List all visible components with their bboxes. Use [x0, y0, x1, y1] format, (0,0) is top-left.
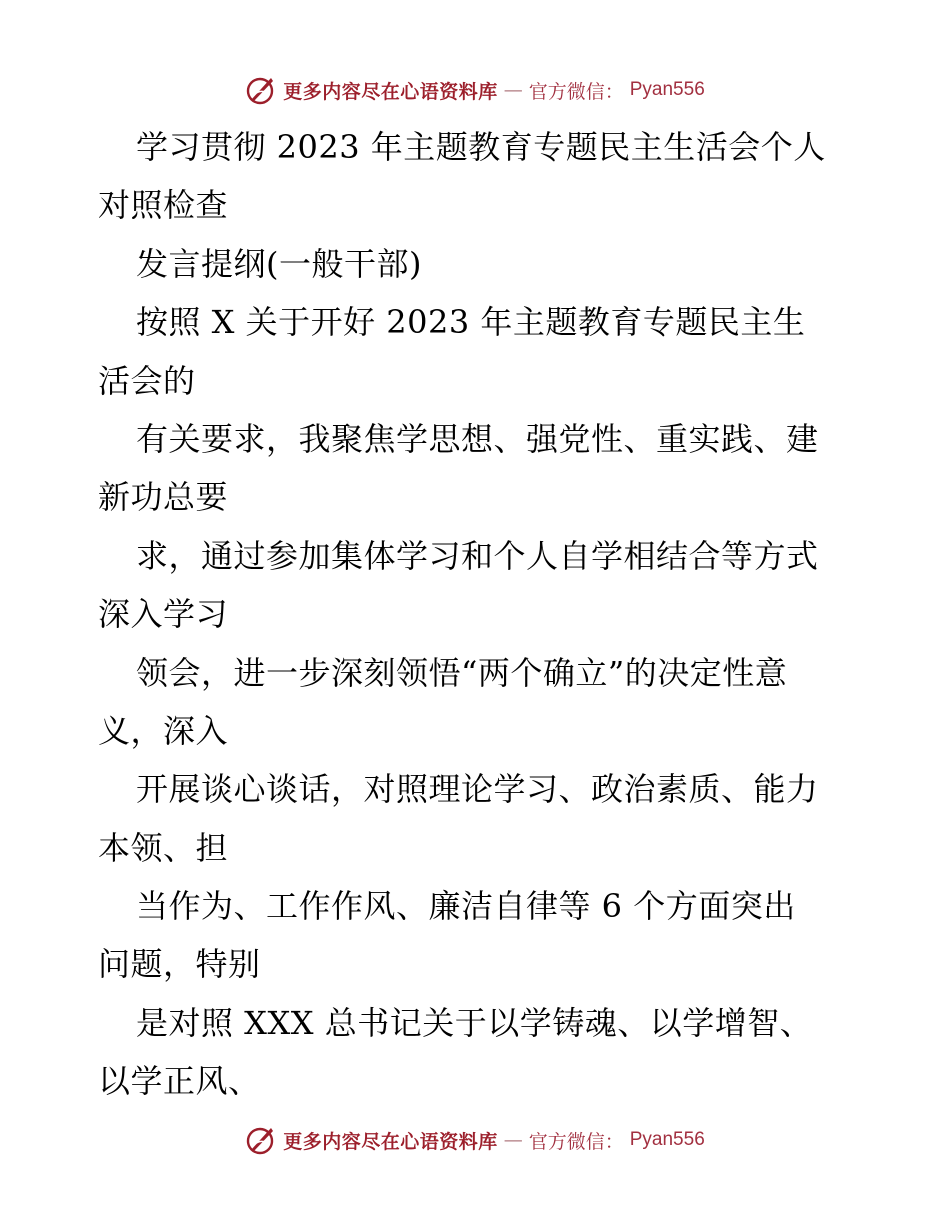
banner-separator: —: [503, 1129, 523, 1151]
doc-line-7: 新功总要: [98, 478, 229, 517]
doc-line-15: 问题，特别: [98, 945, 261, 984]
header-banner: [0, 70, 950, 110]
doc-line-1: 学习贯彻 2023 年主题教育专题民主生活会个人: [136, 128, 826, 166]
doc-line-3: 发言提纲(一般干部): [136, 244, 422, 283]
wechat-label: 官方微信：: [528, 80, 624, 103]
doc-line-6: 有关要求，我聚焦学思想、强党性、重实践、建: [136, 419, 819, 458]
doc-line-12: 开展谈心谈话，对照理论学习、政治素质、能力: [136, 770, 819, 809]
wechat-label: 官方微信：: [528, 1130, 624, 1153]
brand-name: 更多内容尽在心语资料库: [283, 80, 498, 103]
quill-pen-logo-icon: [245, 74, 277, 106]
doc-line-9: 深入学习: [98, 595, 229, 634]
banner-separator: —: [503, 79, 523, 101]
doc-line-4: 按照 X 关于开好 2023 年主题教育专题民主生: [136, 303, 806, 342]
doc-line-10: 领会，进一步深刻领悟“两个确立”的决定性意: [136, 653, 788, 692]
doc-line-14: 当作为、工作作风、廉洁自律等 6 个方面突出: [136, 887, 796, 926]
wechat-id: Pyan556: [629, 79, 705, 100]
doc-line-13: 本领、担: [98, 828, 229, 867]
wechat-id: Pyan556: [629, 1129, 705, 1150]
doc-line-17: 以学正风、: [98, 1062, 261, 1101]
doc-line-2: 对照检查: [98, 186, 229, 225]
doc-line-8: 求，通过参加集体学习和个人自学相结合等方式: [136, 536, 819, 575]
doc-line-11: 义，深入: [98, 711, 229, 750]
document-body: [98, 118, 858, 1111]
brand-name: 更多内容尽在心语资料库: [283, 1130, 498, 1153]
footer-banner: [0, 1120, 950, 1160]
quill-pen-logo-icon: [245, 1124, 277, 1156]
doc-line-16: 是对照 XXX 总书记关于以学铸魂、以学增智、: [136, 1003, 813, 1042]
doc-line-5: 活会的: [98, 361, 196, 400]
